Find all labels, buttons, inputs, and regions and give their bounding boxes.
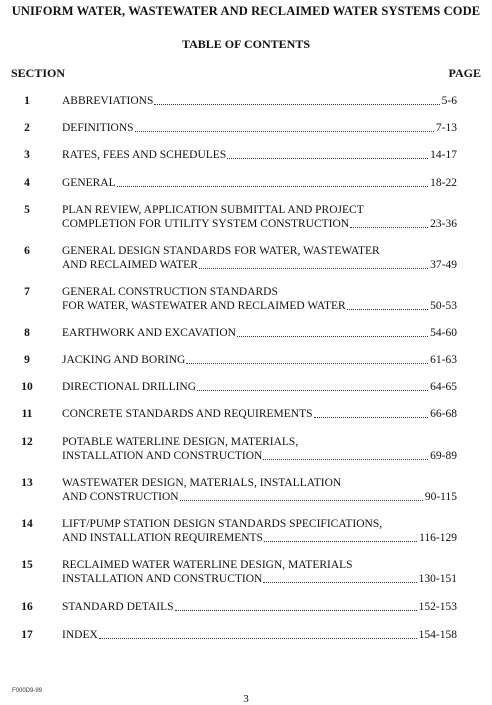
dot-leader (117, 186, 428, 187)
dot-leader (197, 390, 428, 391)
toc-entry-leader-line (62, 326, 457, 340)
toc-entry-number: 10 (21, 381, 33, 393)
toc-entry-pages: 14-17 (430, 149, 457, 161)
toc-entry-pages: 130-151 (418, 573, 457, 585)
toc-entry-leader-line (62, 299, 457, 313)
toc-entry-title-line1: PLAN REVIEW, APPLICATION SUBMITTAL AND PROJECT (62, 204, 364, 216)
toc-entry-title: FOR WATER, WASTEWATER AND RECLAIMED WATER (62, 300, 346, 312)
toc-entry-title: AND RECLAIMED WATER (62, 259, 198, 271)
toc-entry-title-line1: GENERAL CONSTRUCTION STANDARDS (62, 286, 278, 298)
dot-leader (186, 363, 428, 364)
toc-heading: TABLE OF CONTENTS (181, 37, 311, 51)
toc-entry-title: INDEX (62, 629, 98, 641)
toc-entry-number: 13 (21, 477, 33, 489)
toc-entry-leader-line (62, 353, 457, 367)
toc-entry-title: AND CONSTRUCTION (62, 491, 179, 503)
toc-entry-number: 7 (24, 286, 30, 298)
dot-leader (99, 638, 417, 639)
toc-entry-number: 12 (21, 436, 33, 448)
toc-entry-title: COMPLETION FOR UTILITY SYSTEM CONSTRUCTION (62, 218, 350, 230)
toc-entry-number: 15 (21, 559, 33, 571)
toc-entry-title-line1: RECLAIMED WATER WATERLINE DESIGN, MATERIALS (62, 559, 353, 571)
dot-leader (227, 158, 428, 159)
document-title: UNIFORM WATER, WASTEWATER AND RECLAIMED WATER SYSTEMS CODE (11, 4, 481, 18)
toc-entry-pages: 7-13 (435, 122, 457, 134)
toc-entry-pages: 69-89 (430, 450, 457, 462)
toc-entry-title: EARTHWORK AND EXCAVATION (62, 327, 236, 339)
toc-entry-pages: 154-158 (418, 629, 457, 641)
toc-entry-title: INSTALLATION AND CONSTRUCTION (62, 573, 263, 585)
toc-entry-title: JACKING AND BORING (62, 354, 186, 366)
dot-leader (263, 582, 416, 583)
dot-leader (314, 417, 429, 418)
toc-entry-title: INSTALLATION AND CONSTRUCTION (62, 450, 263, 462)
toc-entry-leader-line (62, 572, 457, 586)
toc-entry-title-line1: GENERAL DESIGN STANDARDS FOR WATER, WASTEWATER (62, 245, 380, 257)
toc-entry-pages: 64-65 (430, 381, 457, 393)
toc-entry-title: STANDARD DETAILS (62, 601, 174, 613)
toc-entry-pages: 61-63 (430, 354, 457, 366)
dot-leader (263, 459, 428, 460)
toc-entry-pages: 152-153 (418, 601, 457, 613)
page-column-header: PAGE (448, 66, 481, 80)
toc-entry-leader-line (62, 121, 457, 135)
dot-leader (199, 268, 428, 269)
toc-entry-title: ABBREVIATIONS (62, 95, 154, 107)
dot-leader (347, 309, 428, 310)
toc-entry-pages: 18-22 (430, 177, 457, 189)
toc-entry-number: 8 (24, 327, 30, 339)
toc-entry-number: 2 (24, 122, 30, 134)
toc-entry-pages: 50-53 (430, 300, 457, 312)
toc-entry-pages: 90-115 (424, 491, 457, 503)
toc-entry-pages: 5-6 (441, 95, 457, 107)
toc-entry-pages: 116-129 (419, 532, 457, 544)
toc-entry-title: RATES, FEES AND SCHEDULES (62, 149, 227, 161)
toc-entry-leader-line (62, 94, 457, 108)
toc-entry-number: 6 (24, 245, 30, 257)
toc-entry-leader-line (62, 628, 457, 642)
toc-entry-leader-line (62, 258, 457, 272)
toc-entry-leader-line (62, 176, 457, 190)
dot-leader (237, 336, 428, 337)
toc-entry-title-line1: WASTEWATER DESIGN, MATERIALS, INSTALLATION (62, 477, 342, 489)
toc-entry-leader-line (62, 531, 457, 545)
toc-entry-number: 14 (21, 518, 33, 530)
dot-leader (264, 541, 417, 542)
toc-entry-leader-line (62, 380, 457, 394)
toc-entry-title: GENERAL (62, 177, 116, 189)
toc-entry-leader-line (62, 490, 457, 504)
page-number: 3 (243, 693, 249, 705)
toc-entry-number: 16 (21, 601, 33, 613)
toc-entry-number: 3 (24, 149, 30, 161)
toc-entry-number: 4 (24, 177, 30, 189)
toc-entry-title: DEFINITIONS (62, 122, 134, 134)
toc-entry-title-line1: LIFT/PUMP STATION DESIGN STANDARDS SPECIFICATIONS, (62, 518, 383, 530)
toc-entry-number: 17 (21, 629, 33, 641)
toc-entry-pages: 54-60 (430, 327, 457, 339)
toc-entry-number: 11 (21, 408, 33, 420)
dot-leader (180, 500, 423, 501)
toc-entry-title-line1: POTABLE WATERLINE DESIGN, MATERIALS, (62, 436, 299, 448)
dot-leader (135, 131, 434, 132)
toc-entry-pages: 66-68 (430, 408, 457, 420)
toc-entry-leader-line (62, 148, 457, 162)
dot-leader (154, 104, 439, 105)
toc-entry-title: DIRECTIONAL DRILLING (62, 381, 197, 393)
toc-entry-pages: 23-36 (430, 218, 457, 230)
toc-entry-title: AND INSTALLATION REQUIREMENTS (62, 532, 263, 544)
toc-entry-number: 9 (24, 354, 30, 366)
toc-entry-leader-line (62, 217, 457, 231)
toc-entry-number: 5 (24, 204, 30, 216)
toc-entry-title: CONCRETE STANDARDS AND REQUIREMENTS (62, 408, 313, 420)
dot-leader (175, 610, 417, 611)
toc-entry-number: 1 (24, 95, 30, 107)
dot-leader (350, 227, 428, 228)
section-column-header: SECTION (11, 66, 66, 80)
toc-entry-pages: 37-49 (430, 259, 457, 271)
toc-entry-leader-line (62, 407, 457, 421)
footer-code: F000D9-99 (12, 688, 43, 694)
toc-entry-leader-line (62, 600, 457, 614)
toc-entry-leader-line (62, 449, 457, 463)
